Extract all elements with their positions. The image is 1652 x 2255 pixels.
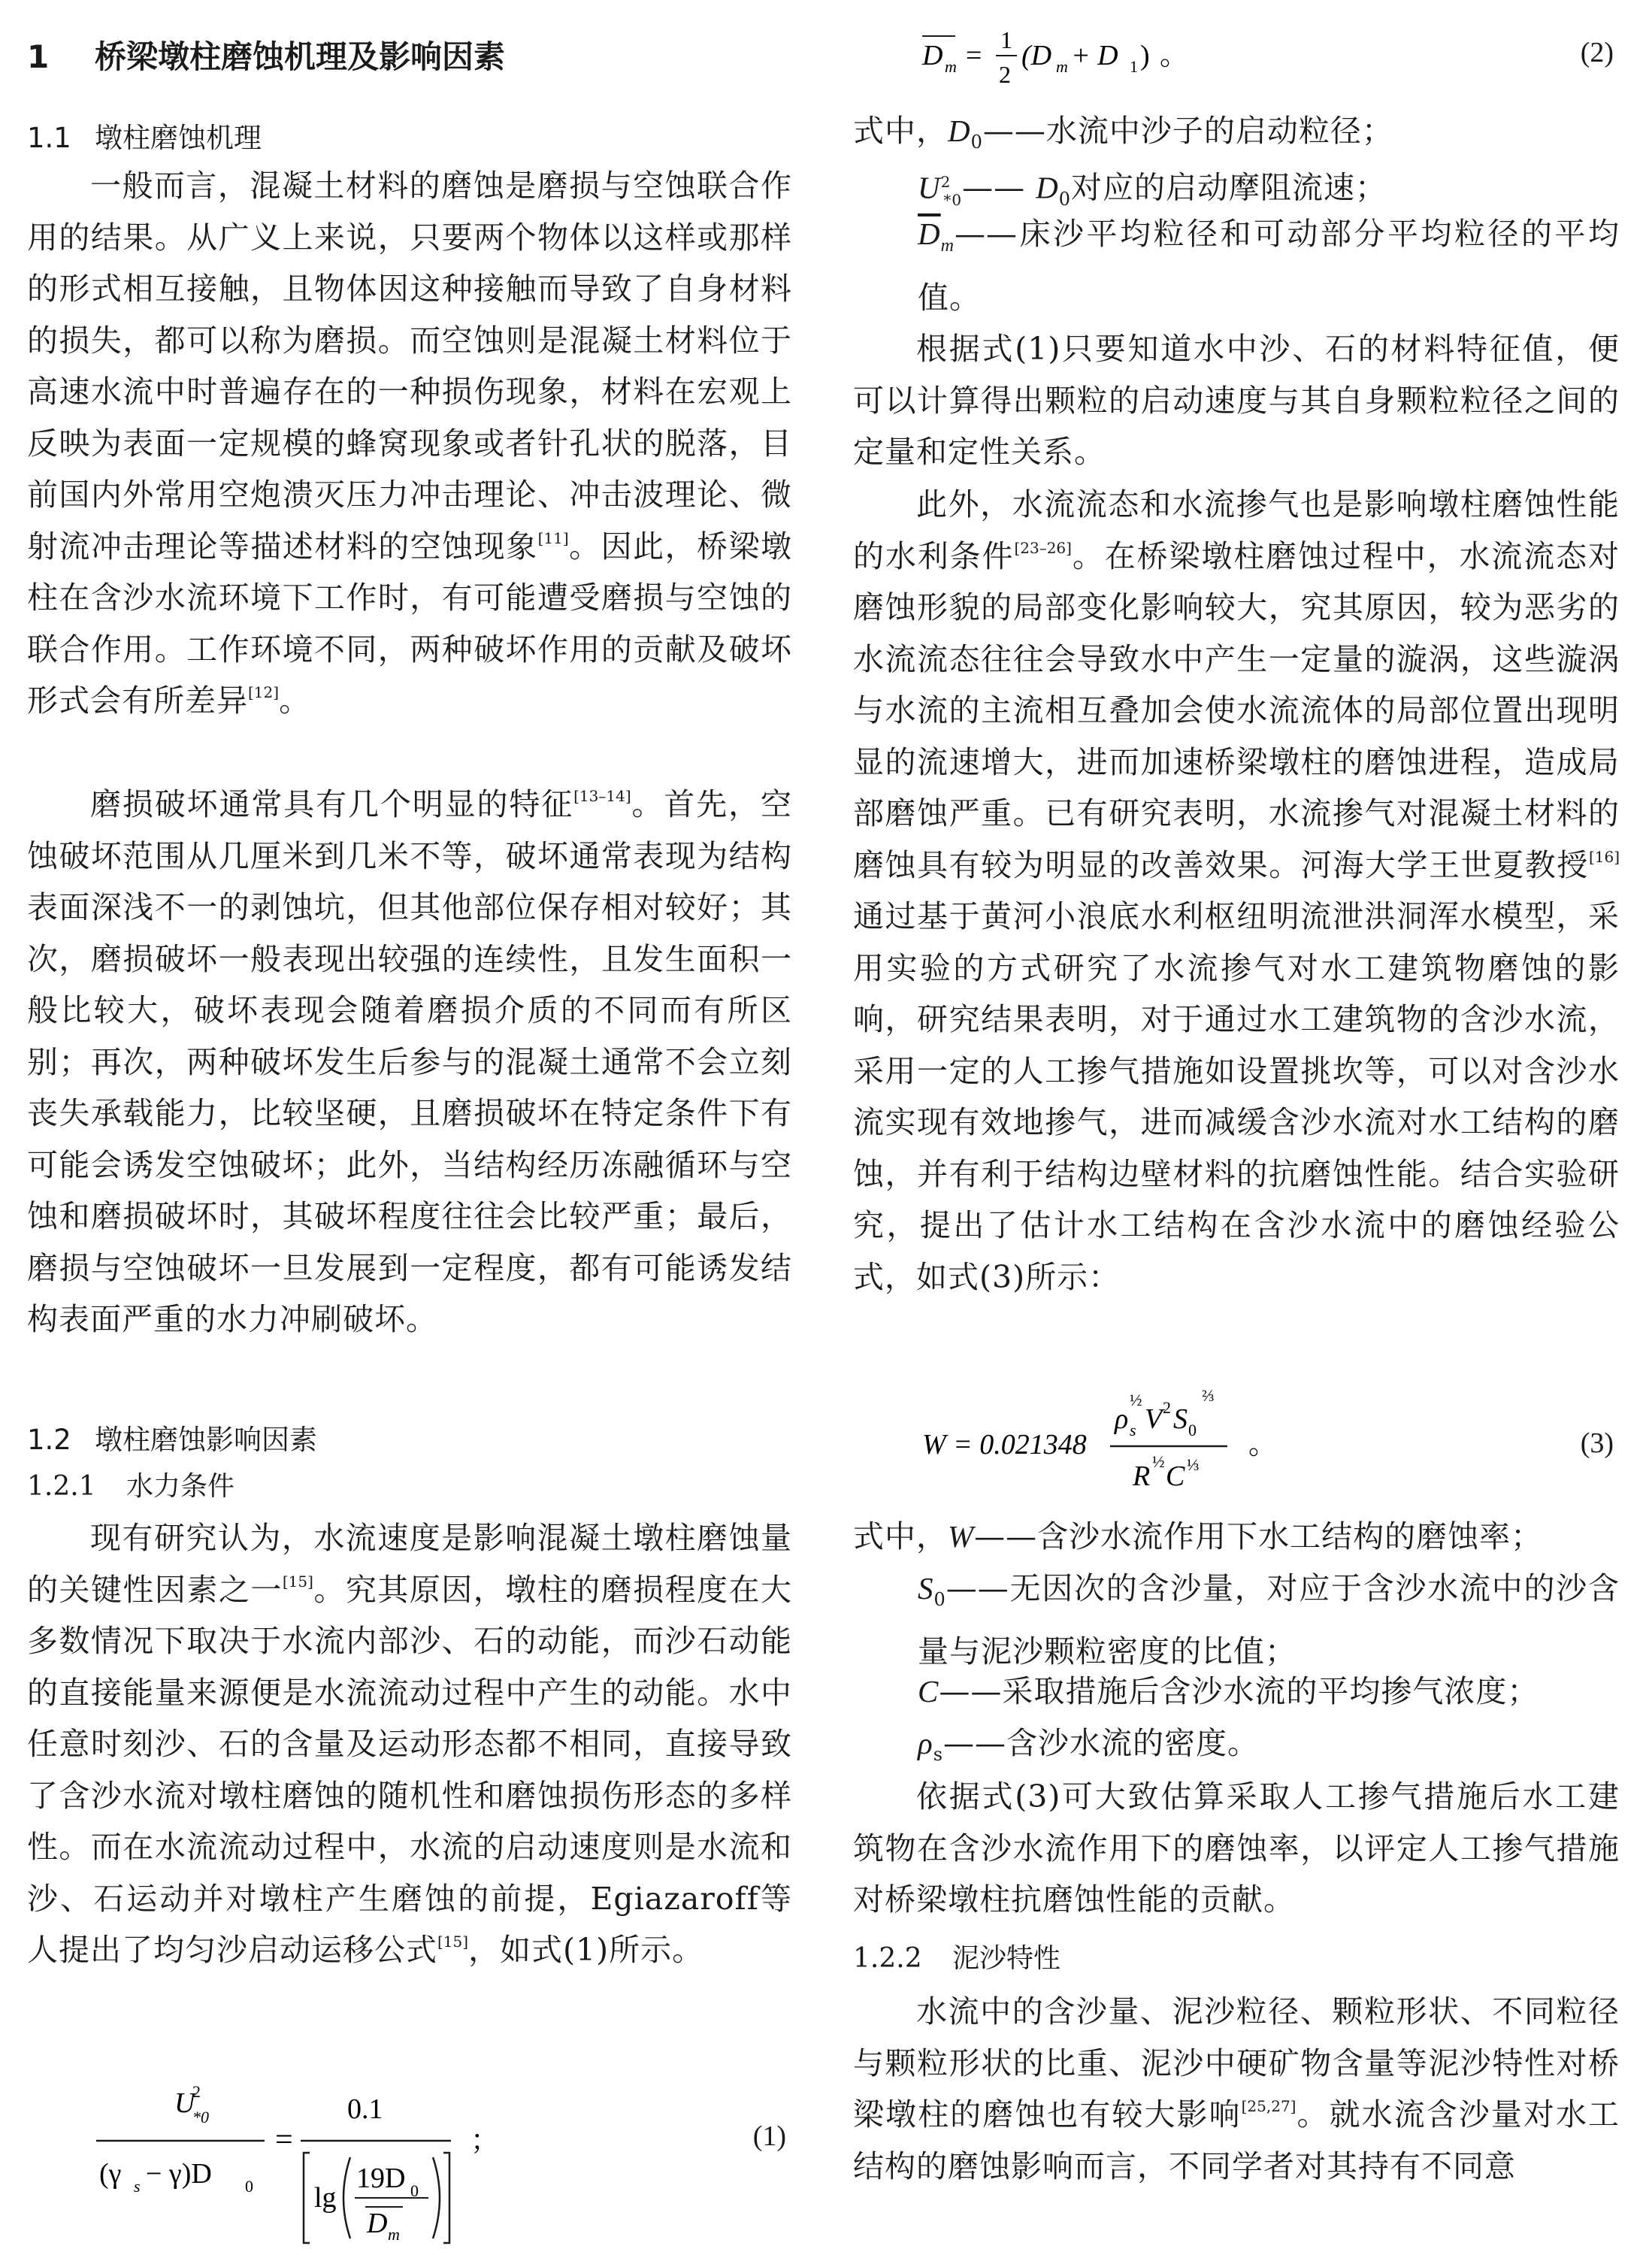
eq3-rho-exp: ½ <box>1130 1391 1142 1409</box>
definition-s0: $S_0——$无因次的含沙量，对应于含沙水流中的沙含量与泥沙颗粒密度的比值； <box>918 1570 1620 1669</box>
eq2-rhs-sub1: m <box>1056 57 1068 76</box>
dm-symbol: $\overline{D}$ <box>918 216 941 251</box>
section-heading-1-2-1: 1.2.1 水力条件 <box>27 1471 235 1502</box>
eq1-right-bracket <box>443 2153 449 2243</box>
eq3-period: 。 <box>1248 1429 1278 1460</box>
eq1-U-sup: 2 <box>192 2082 201 2101</box>
section-heading-1-2: 1.2 墩柱磨蚀影响因素 <box>27 1424 317 1456</box>
eq3-rho-sub: s <box>1130 1421 1136 1439</box>
eq3-r: R <box>1133 1460 1151 1492</box>
eq3-s: S <box>1173 1403 1188 1435</box>
equation-1 <box>80 2069 501 2249</box>
eq1-lg: lg <box>314 2182 337 2214</box>
eq1-inner-num-sub: 0 <box>410 2181 419 2200</box>
eq3-s-sub: 0 <box>1188 1421 1197 1439</box>
section-heading-1: 1 桥梁墩柱磨蚀机理及影响因素 <box>27 38 506 75</box>
equation-3-number: (3) <box>1580 1427 1614 1459</box>
paragraph-1: 一般而言，混凝土材料的磨蚀是磨损与空蚀联合作用的结果。从广义上来说，只要两个物体以这样或那样的形式相互接触，且物体因这种接触而导致了自身材料的损失，都可以称为磨损。而空蚀则是混凝土材料位于高速水流中时普遍存在的一种损伤现象，材料在宏观上反映为表面一定规模的蜂窝现象或者针孔状的脱落，目前国内外常用空炮溃灭压力冲击理论、冲击波理论、微射流冲击理论等描述材料的空蚀现象[11]。因此，桥梁墩柱在含沙水流环境下工作时，有可能遭受磨损与空蚀的联合作用。工作环境不同，两种破坏作用的贡献及破坏形式会有所差异[12]。 <box>27 168 792 719</box>
definition-d0: 式中，$D_0——$水流中沙子的启动粒径； <box>853 113 1393 153</box>
eq2-frac-den: 2 <box>999 61 1011 88</box>
eq3-c: C <box>1166 1460 1185 1492</box>
paragraph-7: 水流中的含沙量、泥沙粒径、颗粒形状、不同粒径与颗粒形状的比重、泥沙中硬矿物含量等泥沙特性对桥梁墩柱的磨蚀也有较大影响[25,27]。就水流含沙量对水工结构的磨蚀影响而言，不同学者对其持有不同意 <box>853 1993 1620 2184</box>
eq2-rhs-end: ) <box>1140 40 1150 71</box>
eq1-inner-den: D <box>367 2208 388 2239</box>
eq2-frac-num: 1 <box>1000 26 1012 53</box>
eq1-den-sub-s: s <box>134 2177 141 2196</box>
eq1-left-paren <box>343 2157 350 2238</box>
u-sub: *0 <box>943 190 963 209</box>
paragraph-3: 现有研究认为，水流速度是影响混凝土墩柱磨蚀量的关键性因素之一[15]。究其原因，墩柱的磨损程度在大多数情况下取决于水流内部沙、石的动能，而沙石动能的直接能量来源便是水流流动过程中产生的动能。水中任意时刻沙、石的含量及运动形态都不相同，直接导致了含沙水流对墩柱磨蚀的随机性和磨蚀损伤形态的多样性。而在水流流动过程中，水流的启动速度则是水流和沙、石运动并对墩柱产生磨蚀的前提，Egiazaroff等人提出了均匀沙启动运移公式[15]，如式(1)所示。 <box>27 1520 793 1968</box>
eq3-c-exp: ⅓ <box>1187 1455 1200 1474</box>
eq1-den-a: (γ <box>99 2158 122 2190</box>
dm-sub: m <box>940 236 955 256</box>
eq3-s-exp: ⅔ <box>1202 1386 1215 1405</box>
eq1-inner-num: 19D <box>356 2163 406 2194</box>
eq1-U-sub: *0 <box>192 2108 209 2126</box>
eq2-lhs-sub: m <box>945 57 957 76</box>
eq3-rho: ρ <box>1115 1403 1129 1435</box>
eq1-den-b: − γ)D <box>146 2158 212 2190</box>
u-sup: 2 <box>940 173 952 191</box>
eq1-equals: = <box>275 2123 293 2157</box>
equation-2-number: (2) <box>1580 37 1614 68</box>
eq2-rhs-sub2: 1 <box>1130 57 1138 76</box>
eq1-num: 0.1 <box>347 2093 383 2125</box>
paragraph-4: 根据式(1)只要知道水中沙、石的材料特征值，便可以计算得出颗粒的启动速度与其自身颗粒粒径之间的定量和定性关系。 <box>853 331 1620 470</box>
eq1-left-bracket <box>304 2153 310 2243</box>
eq1-den-sub-0: 0 <box>245 2177 253 2196</box>
eq1-inner-den-sub: m <box>388 2225 400 2244</box>
eq3-r-exp: ½ <box>1152 1452 1165 1471</box>
eq3-v-sup: 2 <box>1163 1398 1171 1417</box>
paragraph-5: 此外，水流流态和水流掺气也是影响墩柱磨蚀性能的水利条件[23–26]。在桥梁墩柱磨蚀过程中，水流流态对磨蚀形貌的局部变化影响较大，究其原因，较为恶劣的水流流态往往会导致水中产生一定量的漩涡，这些漩涡与水流的主流相互叠加会使水流流体的局部位置出现明显的流速增大，进而加速桥梁墩柱的磨蚀进程，造成局部磨蚀严重。已有研究表明，水流掺气对混凝土材料的磨蚀具有较为明显的改善效果。河海大学王世夏教授[16]通过基于黄河小浪底水利枢纽明流泄洪洞浑水模型，采用实验的方式研究了水流掺气对水工建筑物磨蚀的影响，研究结果表明，对于通过水工建筑物的含沙水流，采用一定的人工掺气措施如设置挑坎等，可以对含沙水流实现有效地掺气，进而减缓含沙水流对水工结构的磨蚀，并有利于结构边壁材料的抗磨蚀性能。结合实验研究，提出了估计水工结构在含沙水流中的磨蚀经验公式，如式(3)所示： <box>853 486 1620 1295</box>
eq2-rhs-mid: + D <box>1071 40 1118 71</box>
definition-rho: $\rho_s——$含沙水流的密度。 <box>918 1725 1260 1766</box>
eq1-semicolon: ； <box>470 2125 500 2157</box>
d0-sub: 0 <box>1058 188 1072 210</box>
eq2-equals: = <box>966 40 982 71</box>
u-symbol: U <box>918 170 941 205</box>
eq2-lhs: D <box>922 40 943 71</box>
eq2-rhs: (D <box>1021 40 1052 71</box>
eq2-period: 。 <box>1160 40 1189 71</box>
section-heading-1-1: 1.1 墩柱磨蚀机理 <box>27 122 262 154</box>
eq3-lhs: W = 0.021348 <box>922 1429 1087 1460</box>
definition-w: 式中，W——含沙水流作用下水工结构的磨蚀率； <box>853 1518 1543 1554</box>
definition-dm: $\overline{D}_m——$床沙平均粒径和可动部分平均粒径的平均值。 <box>918 216 1620 316</box>
equation-2 <box>918 21 1339 104</box>
equation-3 <box>918 1376 1444 1511</box>
paragraph-6: 依据式(3)可大致估算采取人工掺气措施后水工建筑物在含沙水流作用下的磨蚀率，以评定人工掺气措施对桥梁墩柱抗磨蚀性能的贡献。 <box>853 1778 1620 1918</box>
definition-c: C——采取措施后含沙水流的平均掺气浓度； <box>918 1673 1539 1709</box>
section-heading-1-2-2: 1.2.2 泥沙特性 <box>853 1943 1061 1974</box>
equation-1-number: (1) <box>752 2120 786 2152</box>
definition-u0: $U^2_{*0}——$ $D_0$对应的启动摩阻流速； <box>918 169 1387 210</box>
paragraph-2: 磨损破坏通常具有几个明显的特征[13–14]。首先，空蚀破坏范围从几厘米到几米不等，破坏通常表现为结构表面深浅不一的剥蚀坑，但其他部位保存相对较好；其次，磨损破坏一般表现出较强的连续性，且发生面积一般比较大，破坏表现会随着磨损介质的不同而有所区别；再次，两种破坏发生后参与的混凝土通常不会立刻丧失承载能力，比较坚硬，且磨损破坏在特定条件下有可能会诱发空蚀破坏；此外，当结构经历冻融循环与空蚀和磨损破坏时，其破坏程度往往会比较严重；最后，磨损与空蚀破坏一旦发展到一定程度，都有可能诱发结构表面严重的水力冲刷破坏。 <box>27 786 793 1337</box>
eq1-U: U <box>174 2087 195 2119</box>
eq1-right-paren <box>433 2157 440 2238</box>
eq3-v: V <box>1145 1403 1163 1435</box>
